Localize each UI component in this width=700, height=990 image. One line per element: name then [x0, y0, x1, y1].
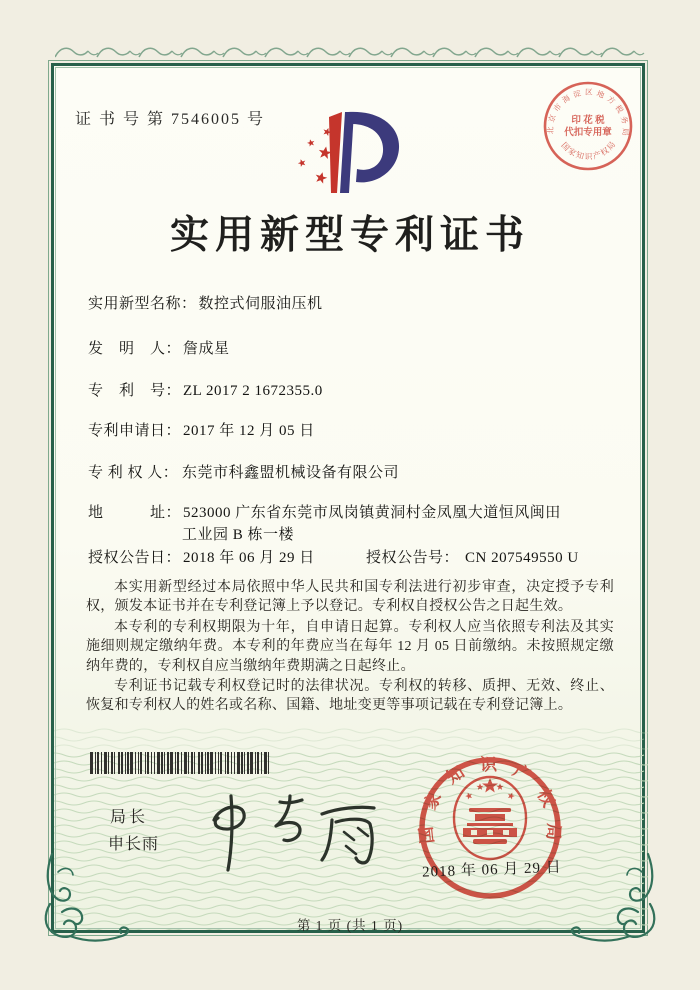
svg-text:国家知识产权局 — [559, 140, 617, 161]
legal-text-block — [86, 578, 614, 717]
field-label: 专 利 权 人： — [88, 465, 179, 481]
barcode — [90, 752, 270, 774]
field-grant-number — [366, 546, 579, 567]
field-label: 发 明 人： — [88, 341, 182, 357]
national-emblem — [454, 777, 526, 859]
page-number: 第 1 页 (共 1 页) — [296, 918, 404, 933]
field-utility-model-name — [88, 292, 323, 313]
field-label: 专 利 号： — [88, 383, 182, 399]
field-value: ZL 2017 2 1672355.0 — [183, 383, 323, 399]
field-filing-date — [88, 419, 315, 440]
field-value: 詹成星 — [183, 341, 230, 357]
field-value: 2017 年 12 月 05 日 — [183, 423, 315, 439]
commissioner-title: 局长 — [110, 809, 149, 826]
cnipa-logo — [280, 108, 410, 200]
field-label: 地 址： — [88, 505, 182, 521]
field-value: 523000 广东省东莞市凤岗镇黄洞村金凤凰大道恒风闽田 — [183, 505, 561, 521]
field-label: 实用新型名称： — [88, 296, 197, 312]
field-patent-number — [88, 379, 323, 400]
seal-date: 2018 年 06 月 29 日 — [421, 859, 563, 881]
tax-stamp-line1: 印 花 税 — [571, 116, 605, 126]
logo-stars — [297, 127, 333, 185]
paragraph-grant: 本实用新型经过本局依照中华人民共和国专利法进行初步审查，决定授予专利权，颁发本证书并在专利登记簿上予以登记。专利权自授权公告之日起生效。 — [86, 580, 614, 615]
paragraph-register: 专利证书记载专利权登记时的法律状况。专利权的转移、质押、无效、终止、恢复和专利权人的姓名或名称、国籍、地址变更等事项记载在专利登记簿上。 — [86, 679, 614, 714]
field-label: 授权公告号： — [366, 550, 460, 566]
cnipa-official-seal — [405, 740, 575, 920]
seal-agency-text: 国 家 知 识 产 权 局 — [416, 755, 564, 845]
field-value: 东莞市科鑫盟机械设备有限公司 — [182, 465, 400, 481]
stamp-tax-seal — [540, 78, 636, 174]
field-address — [88, 501, 561, 522]
certificate-title: 实用新型专利证书 — [169, 214, 530, 257]
tax-stamp-line2: 代扣专用章 — [564, 128, 612, 138]
tax-stamp-bottom-arc: 国家知识产权局 — [559, 140, 618, 162]
field-grant-date — [88, 546, 315, 567]
field-address-line2: 工业园 B 栋一楼 — [182, 527, 295, 543]
signature-script — [198, 790, 398, 875]
paragraph-term-fees: 本专利的专利权期限为十年，自申请日起算。专利权人应当依照专利法及其实施细则规定缴纳年费。本专利的年费应当在每年 12 月 05 日前缴纳。未按照规定缴纳年费的，专利权自应当缴纳年费期满之日起终止。 — [86, 619, 614, 674]
field-value: CN 207549550 U — [465, 550, 579, 566]
tax-stamp-top-arc: 北京市海淀区地方税务局 — [545, 87, 631, 137]
field-label: 专利申请日： — [88, 423, 182, 439]
field-patentee — [88, 461, 399, 482]
field-value: 2018 年 06 月 29 日 — [183, 550, 315, 566]
field-label: 授权公告日： — [88, 550, 182, 566]
certificate-number: 证 书 号 第 7546005 号 — [75, 111, 266, 128]
commissioner-name: 申长雨 — [108, 836, 160, 853]
logo-blue-stem — [340, 112, 354, 193]
field-inventor — [88, 337, 230, 358]
logo-p-bowl — [347, 112, 399, 183]
field-value: 数控式伺服油压机 — [198, 296, 323, 312]
